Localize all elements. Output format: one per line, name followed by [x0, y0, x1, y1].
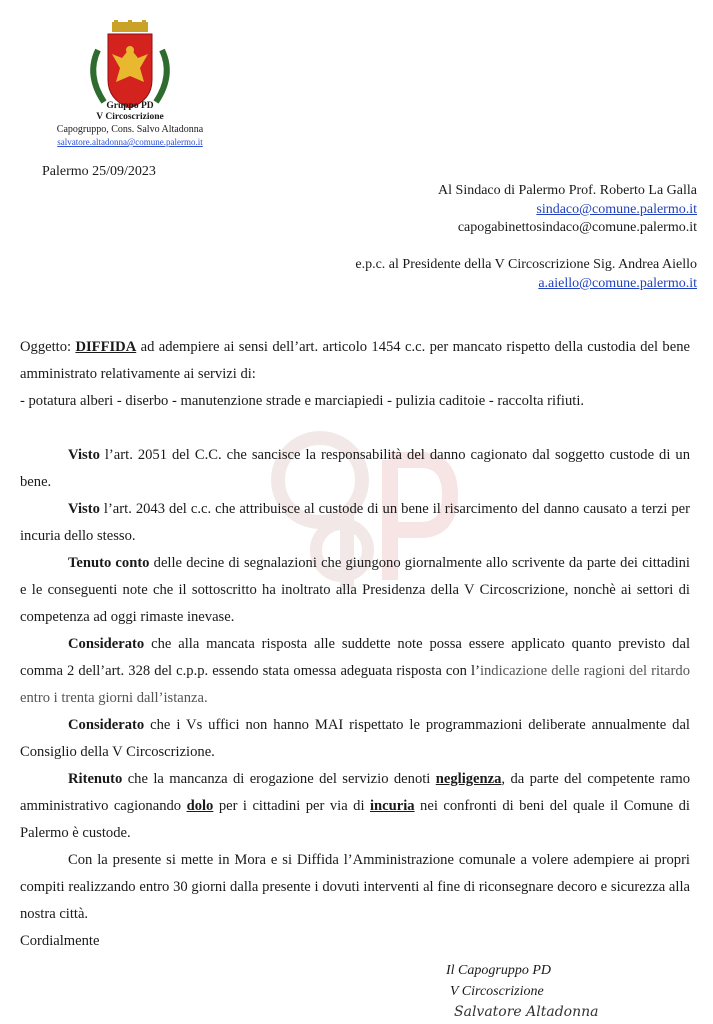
p4-text: che alla mancata risposta alle suddette note possa essere applicato quanto previsto dal comma 2 dell’art. 328 del c.p.p. essendo stata omessa adeguata risposta con l’ [20, 636, 690, 679]
p6-incuria: incuria [369, 798, 415, 814]
p1-text: l’art. 2051 del C.C. che sancisce la responsabilità del danno cagionato dal soggetto custode di un bene. [20, 447, 690, 490]
recipient-cc: e.p.c. al Presidente della V Circoscrizione Sig. Andrea Aiello [355, 257, 697, 272]
p3-text: delle decine di segnalazioni che giungono giornalmente allo scrivente da parte dei cittadini e le conseguenti note che il sottoscritto ha inoltrato alla Presidenza della V Circoscrizione, nonchè ai settori di competenza ad oggi rimaste inevase. [20, 555, 690, 625]
p2-lead: Visto [68, 501, 100, 517]
signature-handwritten-name: Salvatore Altadonna [454, 1004, 599, 1020]
header-group-line2: V Circoscrizione [96, 112, 164, 122]
p6-text-a: che la mancanza di erogazione del servizio denoti [122, 771, 436, 787]
p4-lead: Considerato [68, 636, 145, 652]
recipient-email-gabinetto[interactable]: capogabinettosindaco@comune.palermo.it [457, 220, 697, 235]
p6-lead: Ritenuto [68, 771, 123, 787]
p5-text: che i Vs uffici non hanno MAI rispettato le programmazioni deliberate annualmente dal Consiglio della V Circoscrizione. [20, 717, 690, 760]
letter-date: Palermo 25/09/2023 [42, 164, 156, 179]
paragraph-considerato-2 [20, 712, 690, 766]
subject-services: - potatura alberi - diserbo - manutenzione strade e marciapiedi - pulizia caditoie - raccolta rifiuti. [20, 393, 585, 409]
p6-dolo: dolo [186, 798, 214, 814]
p4-grey-text: indicazione delle ragioni del ritardo entro i trenta giorni dall’istanza. [20, 663, 690, 706]
recipient-email-sindaco[interactable]: sindaco@comune.palermo.it [536, 202, 697, 217]
header-group-line1: Gruppo PD [106, 101, 154, 111]
subject-block [20, 334, 690, 415]
recipient-cc-email[interactable]: a.aiello@comune.palermo.it [538, 276, 697, 291]
subject-keyword: DIFFIDA [75, 339, 137, 355]
p2-text: l’art. 2043 del c.c. che attribuisce al custode di un bene il risarcimento del danno causato a terzi per incuria dello stesso. [20, 501, 690, 544]
letter-body [20, 442, 690, 955]
closing: Cordialmente [20, 933, 100, 949]
subject-label: Oggetto: [20, 339, 76, 355]
signature-line1: Il Capogruppo PD [446, 963, 551, 978]
subject-text: ad adempiere ai sensi dell’art. articolo 1454 c.c. per mancato rispetto della custodia del bene amministrato relativamente ai servizi di: [20, 339, 690, 382]
recipient-to: Al Sindaco di Palermo Prof. Roberto La Galla [438, 183, 697, 198]
header-person: Capogruppo, Cons. Salvo Altadonna [56, 124, 204, 135]
p6-text-d: nei confronti di beni del quale il Comune di Palermo è custode. [20, 798, 690, 841]
subject-line [20, 334, 690, 388]
paragraph-visto-2043 [20, 496, 690, 550]
paragraph-tenuto-conto [20, 550, 690, 631]
paragraph-visto-2051 [20, 442, 690, 496]
p3-lead: Tenuto conto [68, 555, 150, 571]
p6-text-b: , da parte del competente ramo amministrativo cagionando [20, 771, 690, 814]
p6-negligenza: negligenza [435, 771, 502, 787]
header-email-link[interactable]: salvatore.altadonna@comune.palermo.it [57, 137, 203, 147]
signature-line2: V Circoscrizione [450, 984, 544, 999]
p6-text-c: per i cittadini per via di [213, 798, 370, 814]
p5-lead: Considerato [68, 717, 145, 733]
paragraph-ritenuto [20, 766, 690, 847]
signature-block [446, 960, 598, 1023]
p1-lead: Visto [68, 447, 100, 463]
paragraph-considerato-1 [20, 631, 690, 712]
paragraph-diffida: Con la presente si mette in Mora e si Diffida l’Amministrazione comunale a volere adempiere ai propri compiti realizzando entro 30 giorni dalla presente i dovuti interventi al fine di riconsegnare decoro e sicurezza alla nostra città. [20, 852, 690, 922]
